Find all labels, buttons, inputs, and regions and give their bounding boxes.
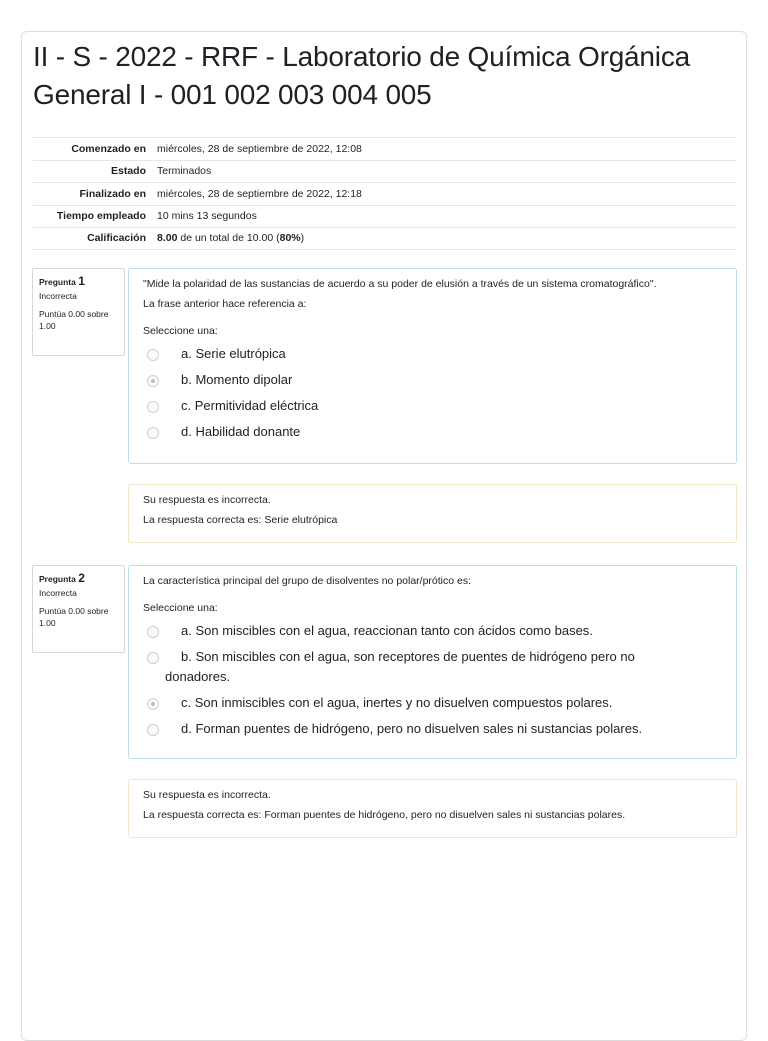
feedback-result: Su respuesta es incorrecta. [143, 789, 271, 801]
answer-option-label: d. Forman puentes de hidrógeno, pero no disuelven sales ni sustancias polares. [181, 721, 643, 736]
answer-option[interactable] [143, 716, 722, 742]
grade-close: ) [300, 232, 305, 245]
answer-option[interactable] [143, 644, 722, 690]
radio-button[interactable] [147, 652, 159, 664]
radio-button[interactable] [147, 349, 159, 361]
radio-button[interactable] [147, 626, 159, 638]
answer-option[interactable] [143, 393, 722, 419]
question-formulation-1 [128, 268, 737, 464]
summary-value: Terminados [157, 165, 212, 178]
answer-option[interactable] [143, 690, 722, 716]
summary-value: miércoles, 28 de septiembre de 2022, 12:18 [157, 187, 362, 200]
answer-option-label-wrapped [165, 647, 722, 687]
question-state: Incorrecta [39, 588, 77, 598]
radio-button[interactable] [147, 724, 159, 736]
attempt-summary-table [33, 137, 737, 250]
question-state: Incorrecta [39, 291, 77, 301]
feedback-correct-answer: La respuesta correcta es: Serie elutrópica [143, 514, 338, 526]
grade-percent: 80% [279, 232, 301, 245]
summary-row-state [33, 160, 737, 183]
answer-option-label: c. Permitividad eléctrica [181, 398, 319, 413]
summary-row-started [33, 137, 737, 160]
answer-option[interactable] [143, 618, 722, 644]
summary-label: Calificación [87, 232, 146, 245]
question-label: Pregunta [39, 277, 76, 287]
answer-option-label: a. Serie elutrópica [181, 346, 286, 361]
answer-option[interactable] [143, 419, 722, 445]
grade-total: de un total de 10.00 ( [177, 232, 280, 245]
answer-options [143, 341, 722, 445]
question-subtext: La frase anterior hace referencia a: [143, 298, 307, 310]
radio-button[interactable] [147, 427, 159, 439]
summary-value: miércoles, 28 de septiembre de 2022, 12:08 [157, 142, 362, 155]
question-formulation-2 [128, 565, 737, 759]
question-feedback-2 [128, 779, 737, 838]
question-label: Pregunta [39, 574, 76, 584]
radio-button-selected[interactable] [147, 698, 159, 710]
answer-option[interactable] [143, 367, 722, 393]
grade-value [157, 232, 737, 244]
question-text: "Mide la polaridad de las sustancias de acuerdo a su poder de elusión a través de un sistema cromatográfico". [143, 278, 657, 290]
page-title: II - S - 2022 - RRF - Laboratorio de Química Orgánica General I - 001 002 003 004 005 [33, 41, 690, 110]
summary-label: Tiempo empleado [56, 210, 146, 223]
grade-score: 8.00 [157, 232, 178, 245]
question-text: La característica principal del grupo de disolventes no polar/prótico es: [143, 575, 472, 587]
answer-option-label: c. Son inmiscibles con el agua, inertes y no disuelven compuestos polares. [181, 695, 613, 710]
feedback-correct-answer: La respuesta correcta es: Forman puentes de hidrógeno, pero no disuelven sales ni sustancias polares. [143, 809, 626, 821]
summary-value: 10 mins 13 segundos [157, 210, 257, 223]
answer-option-label: d. Habilidad donante [181, 424, 301, 439]
radio-button-selected[interactable] [147, 375, 159, 387]
quiz-review-page [21, 31, 747, 1041]
radio-button[interactable] [147, 401, 159, 413]
answer-options [143, 618, 722, 742]
answer-option-label: a. Son miscibles con el agua, reaccionan tanto con ácidos como bases. [181, 623, 593, 638]
question-number: 1 [78, 274, 85, 288]
answer-option-label: b. Son miscibles con el agua, son receptores de puentes de hidrógeno pero no [181, 649, 635, 664]
question-info-1 [32, 268, 125, 356]
summary-label: Finalizado en [79, 187, 146, 200]
question-grade: Puntúa 0.00 sobre 1.00 [39, 606, 109, 628]
summary-label: Estado [110, 165, 146, 178]
summary-row-grade [33, 227, 737, 250]
answer-prompt: Seleccione una: [143, 602, 218, 614]
question-info-2 [32, 565, 125, 653]
summary-row-time-taken [33, 205, 737, 228]
question-grade: Puntúa 0.00 sobre 1.00 [39, 309, 109, 331]
answer-prompt: Seleccione una: [143, 325, 218, 337]
summary-label: Comenzado en [71, 142, 146, 155]
answer-option-label-continued: donadores. [165, 669, 231, 684]
answer-option-label: b. Momento dipolar [181, 372, 293, 387]
question-feedback-1 [128, 484, 737, 543]
summary-row-finished [33, 182, 737, 205]
feedback-result: Su respuesta es incorrecta. [143, 494, 271, 506]
question-number: 2 [78, 571, 85, 585]
answer-option[interactable] [143, 341, 722, 367]
